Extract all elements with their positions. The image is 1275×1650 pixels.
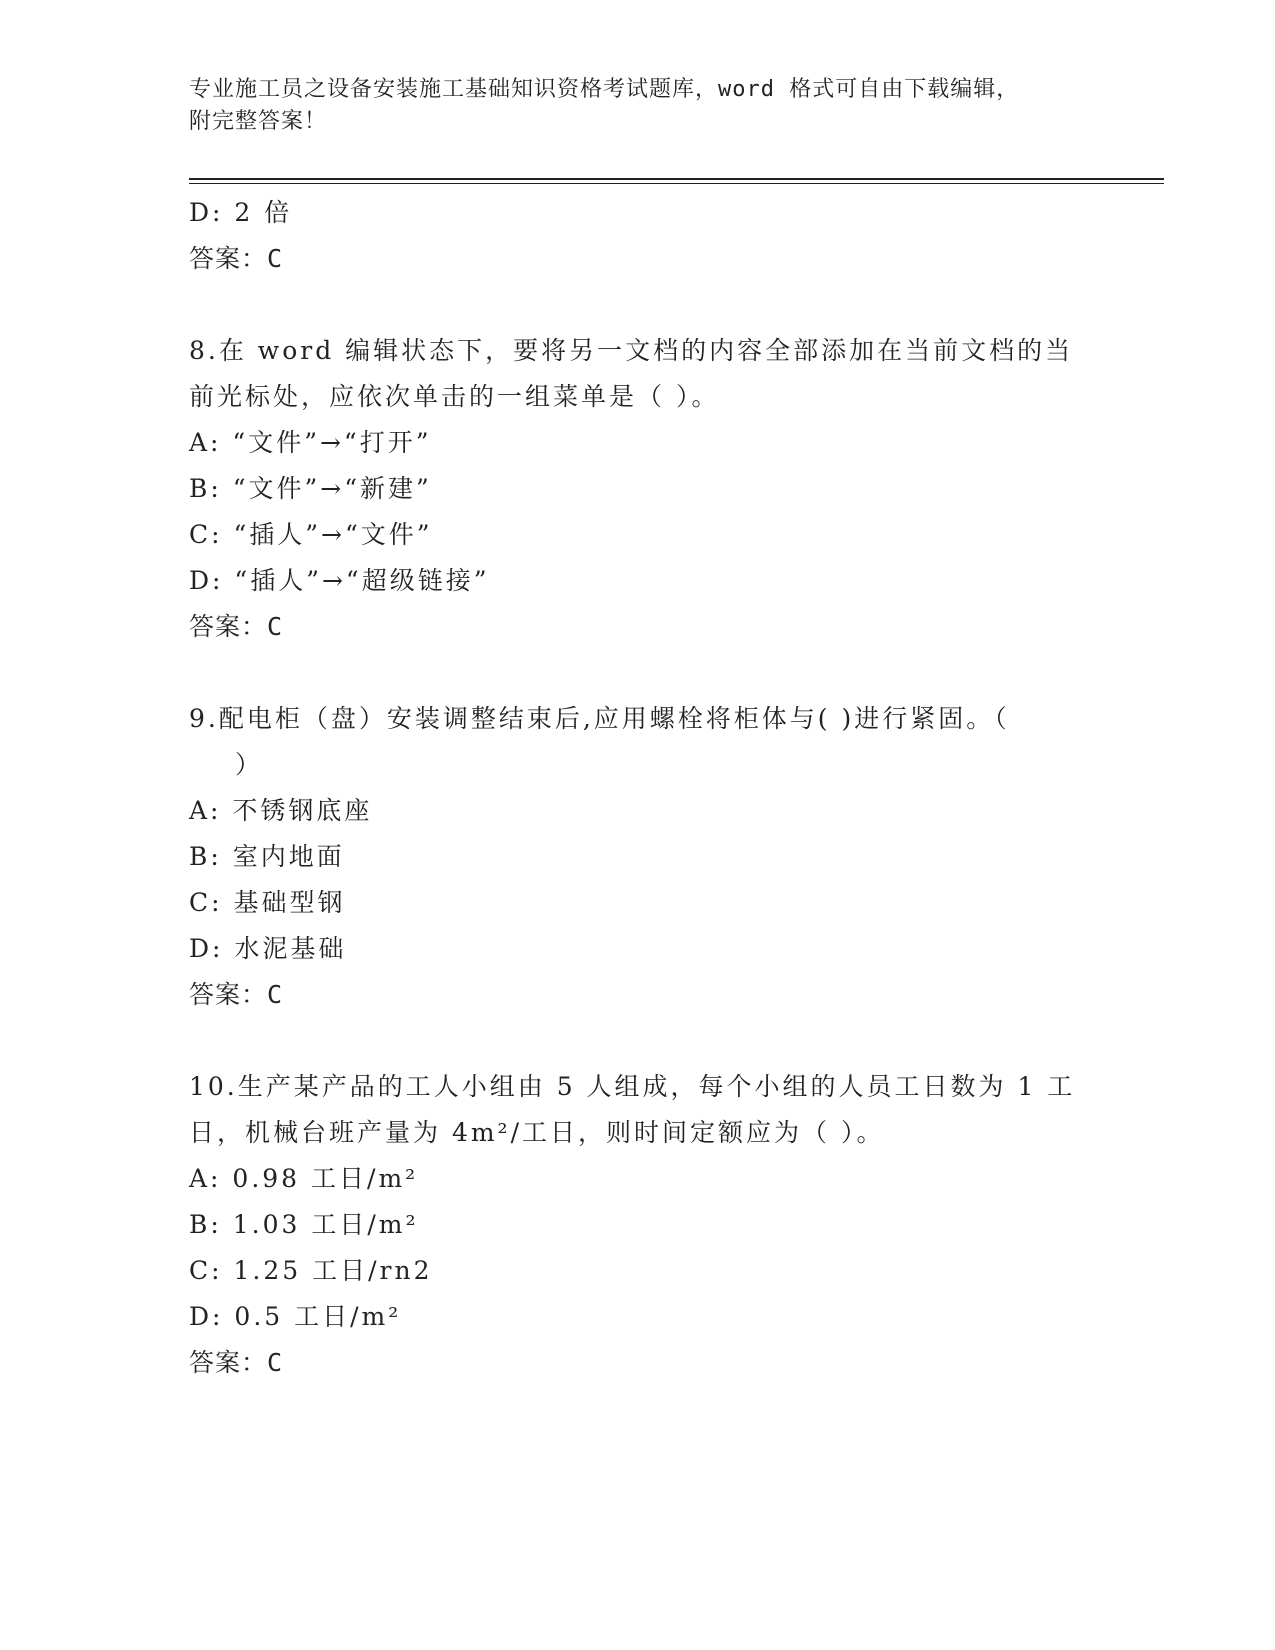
question-text-line-1: 8.在 word 编辑状态下，要将另一文档的内容全部添加在当前文档的当 [189,336,1074,365]
question-10 [189,1064,1089,1386]
option-c: C: 基础型钢 [189,888,346,917]
header-divider-thin [189,183,1164,184]
option-d: D: 0.5 工日/m² [189,1302,402,1331]
document-body [189,190,1089,1386]
spacer [189,1018,1089,1064]
option-a: A: 0.98 工日/m² [189,1164,419,1193]
option-c: C: “插人”→“文件” [189,520,433,549]
question-9 [189,696,1089,1018]
spacer [189,650,1089,696]
header-line-2: 附完整答案！ [189,109,328,134]
answer-line: 答案：C [189,980,284,1009]
answer-line: 答案：C [189,612,284,641]
option-b: B: 室内地面 [189,842,345,871]
option-a: A: “文件”→“打开” [189,428,432,457]
header-line-1: 专业施工员之设备安装施工基础知识资格考试题库，word 格式可自由下载编辑， [189,77,1020,102]
option-c: C: 1.25 工日/rn2 [189,1256,433,1285]
option-b: B: 1.03 工日/m² [189,1210,419,1239]
previous-question-tail [189,190,1089,282]
header-divider-thick [189,178,1164,180]
question-text-line-1: 10.生产某产品的工人小组由 5 人组成，每个小组的人员工日数为 1 工 [189,1072,1076,1101]
option-b: B: “文件”→“新建” [189,474,432,503]
option-d: D: “插人”→“超级链接” [189,566,490,595]
question-text-line-1: 9.配电柜（盘）安装调整结束后,应用螺栓将柜体与( )进行紧固。（ [189,704,1010,733]
document-header [189,74,1089,138]
option-a: A: 不锈钢底座 [189,796,373,825]
spacer [189,282,1089,328]
question-text-line-2: 日，机械台班产量为 4m²/工日，则时间定额应为（ ）。 [189,1118,885,1147]
question-8 [189,328,1089,650]
option-d: D: 2 倍 [189,198,293,227]
question-text-line-2: 前光标处，应依次单击的一组菜单是（ ）。 [189,382,720,411]
answer-line: 答案：C [189,244,284,273]
question-text-line-2: ） [235,750,264,779]
answer-line: 答案：C [189,1348,284,1377]
option-d: D: 水泥基础 [189,934,347,963]
